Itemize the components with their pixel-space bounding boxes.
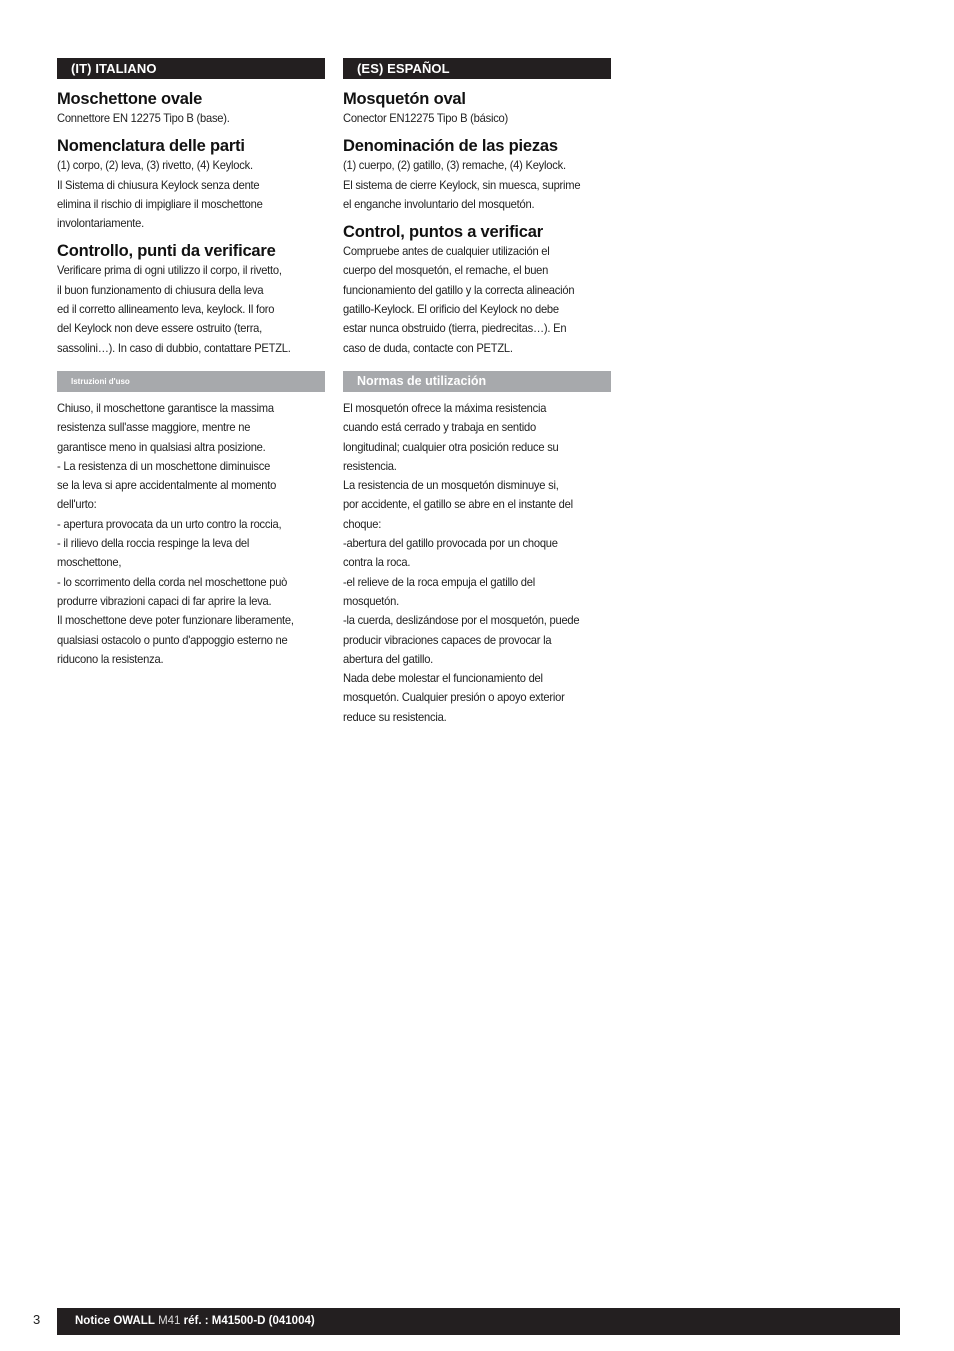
text-line: Nada debe molestar el funcionamiento del: [343, 671, 543, 686]
text-line: -la cuerda, deslizándose por el mosquetón, puede: [343, 613, 580, 628]
text-line: cuando está cerrado y trabaja en sentido: [343, 420, 536, 435]
text-line: moschettone,: [57, 555, 122, 570]
text-line: il buon funzionamento di chiusura della leva: [57, 282, 264, 297]
text-line: choque:: [343, 516, 382, 531]
text-line: -abertura del gatillo provocada por un choque: [343, 536, 558, 551]
footer-notice: Notice OWALL: [75, 1315, 155, 1327]
footer-model: M41: [158, 1315, 181, 1327]
text-line: por accidente, el gatillo se abre en el instante del: [343, 497, 573, 512]
text-line: sassolini…). In caso di dubbio, contattare PETZL.: [57, 340, 291, 355]
text-line: reduce su resistencia.: [343, 709, 447, 724]
text-line: contra la roca.: [343, 555, 411, 570]
text-line: produrre vibrazioni capaci di far aprire la leva.: [57, 593, 272, 608]
text-line: Il moschettone deve poter funzionare liberamente,: [57, 613, 294, 628]
spanish-column: [343, 58, 611, 727]
text-line: - lo scorrimento della corda nel moschettone può: [57, 574, 288, 589]
text-line: Chiuso, il moschettone garantisce la massima: [57, 400, 274, 415]
paragraph-inspection: [343, 242, 612, 358]
text-line: ed il corretto allineamento leva, keylock. Il foro: [57, 302, 275, 317]
text-line: Conector EN12275 Tipo B (básico): [343, 111, 509, 125]
text-line: funcionamiento del gatillo y la correcta alineación: [343, 282, 575, 297]
text-line: (1) cuerpo, (2) gatillo, (3) remache, (4) Keylock.: [343, 158, 566, 173]
text-line: cuerpo del mosquetón, el remache, el buen: [343, 263, 549, 278]
text-line: caso de duda, contacte con PETZL.: [343, 340, 513, 355]
section-title-inspection: Controllo, punti da verificare: [57, 242, 276, 261]
text-line: longitudinal; cualquier otra posición reduce su: [343, 439, 559, 454]
text-line: involontariamente.: [57, 216, 145, 231]
text-line: elimina il rischio di impigliare il moschettone: [57, 196, 263, 211]
text-line: El mosquetón ofrece la máxima resistencia: [343, 400, 547, 415]
section-title-carabiner: Moschettone ovale: [57, 90, 203, 108]
text-line: mosquetón. Cualquier presión o apoyo exterior: [343, 690, 565, 705]
text-line: (1) corpo, (2) leva, (3) rivetto, (4) Keylock.: [57, 158, 253, 173]
paragraph-standard: [57, 109, 326, 128]
text-line: el enganche involuntario del mosquetón.: [343, 196, 535, 211]
text-line: resistencia.: [343, 458, 397, 473]
paragraph-nomenclature: [343, 156, 612, 214]
text-line: garantisce meno in qualsiasi altra posizione.: [57, 439, 266, 454]
text-line: se la leva si apre accidentalmente al momento: [57, 478, 277, 493]
text-line: qualsiasi ostacolo o punto d'appoggio esterno ne: [57, 632, 288, 647]
page-number: 3: [33, 1312, 41, 1327]
usage-bar-italian: Istruzioni d'uso: [57, 371, 325, 392]
text-line: estar nunca obstruido (tierra, piedrecitas…). En: [343, 321, 567, 336]
italian-column: [57, 58, 325, 669]
paragraph-inspection: [57, 261, 326, 357]
section-title-nomenclature: Nomenclatura delle parti: [57, 137, 245, 156]
text-line: riducono la resistenza.: [57, 651, 164, 666]
lang-header-italian: (IT) ITALIANO: [57, 58, 325, 79]
text-line: - La resistenza di un moschettone diminuisce: [57, 458, 271, 473]
section-title-carabiner: Mosquetón oval: [343, 90, 466, 108]
text-line: - apertura provocata da un urto contro la roccia,: [57, 516, 282, 531]
text-line: dell'urto:: [57, 497, 97, 512]
text-line: resistenza sull'asse maggiore, mentre ne: [57, 420, 251, 435]
paragraph-usage: [57, 399, 326, 669]
paragraph-nomenclature: [57, 156, 326, 233]
section-title-inspection: Control, puntos a verificar: [343, 223, 543, 242]
text-line: abertura del gatillo.: [343, 651, 434, 666]
footer-bar: [57, 1308, 900, 1335]
paragraph-standard: [343, 109, 612, 128]
text-line: producir vibraciones capaces de provocar la: [343, 632, 552, 647]
usage-bar-spanish: Normas de utilización: [343, 371, 611, 392]
text-line: -el relieve de la roca empuja el gatillo del: [343, 574, 536, 589]
text-line: Il Sistema di chiusura Keylock senza dente: [57, 177, 260, 192]
text-line: - il rilievo della roccia respinge la leva del: [57, 536, 250, 551]
text-line: mosquetón.: [343, 593, 400, 608]
text-line: Compruebe antes de cualquier utilización el: [343, 244, 550, 259]
text-line: gatillo-Keylock. El orificio del Keylock no debe: [343, 302, 559, 317]
paragraph-usage: [343, 399, 612, 727]
text-line: El sistema de cierre Keylock, sin muesca, suprime: [343, 177, 581, 192]
text-line: Verificare prima di ogni utilizzo il corpo, il rivetto,: [57, 263, 282, 278]
text-line: del Keylock non deve essere ostruito (terra,: [57, 321, 263, 336]
text-line: Connettore EN 12275 Tipo B (base).: [57, 111, 230, 125]
text-line: La resistencia de un mosquetón disminuye si,: [343, 478, 559, 493]
footer-ref: réf. : M41500-D (041004): [183, 1315, 315, 1327]
section-title-nomenclature: Denominación de las piezas: [343, 137, 558, 156]
lang-header-spanish: (ES) ESPAÑOL: [343, 58, 611, 79]
